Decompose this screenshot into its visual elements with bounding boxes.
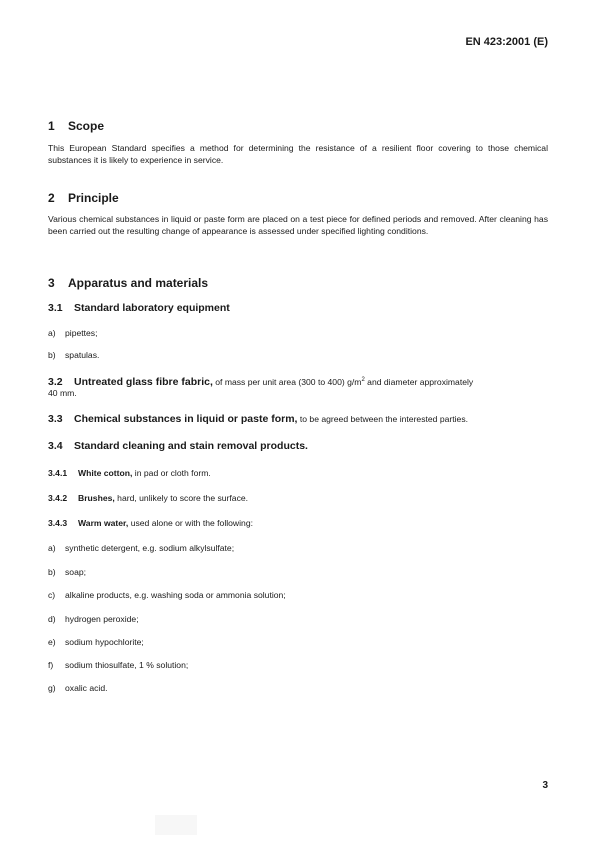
document-id-header: EN 423:2001 (E)	[465, 36, 548, 48]
list-item	[48, 567, 86, 577]
subsection-title: Standard cleaning and stain removal products.	[74, 440, 308, 452]
subsection-3-2-paragraph	[48, 375, 558, 400]
clause-number: 3.4.3	[48, 518, 68, 528]
section-title: Apparatus and materials	[68, 276, 209, 290]
subsection-text: and diameter approximately	[364, 376, 474, 387]
list-text: oxalic acid.	[65, 683, 108, 693]
list-marker: a)	[48, 543, 56, 553]
list-marker: b)	[48, 350, 56, 360]
clause-3-4-1	[48, 468, 211, 480]
subsection-3-4-heading	[48, 440, 308, 452]
list-text: synthetic detergent, e.g. sodium alkylsulfate;	[65, 543, 235, 553]
section-title: Scope	[68, 119, 105, 133]
section-2-text: Various chemical substances in liquid or paste form are placed on a test piece for defined periods and removed. After cleaning has been carried out the resulting change of appearance is assessed under specified lighting conditions.	[48, 214, 548, 236]
watermark-box	[155, 815, 197, 835]
list-item	[48, 660, 188, 670]
subsection-lead: Chemical substances in liquid or paste form,	[74, 413, 298, 425]
subsection-lead: Untreated glass fibre fabric,	[74, 375, 213, 388]
list-text: sodium hypochlorite;	[65, 637, 144, 647]
section-title: Principle	[68, 191, 119, 205]
clause-number: 3.4.1	[48, 468, 68, 478]
subsection-number: 3.1	[48, 302, 63, 314]
clause-text: used alone or with the following:	[128, 518, 253, 528]
clause-number: 3.4.2	[48, 493, 68, 503]
section-2-heading	[48, 191, 119, 205]
list-item	[48, 637, 144, 647]
section-number: 2	[48, 191, 55, 205]
subsection-3-3-paragraph	[48, 414, 558, 426]
clause-lead: White cotton,	[78, 468, 133, 478]
subsection-3-1-heading	[48, 302, 230, 314]
subsection-number: 3.3	[48, 413, 63, 425]
clause-3-4-2	[48, 493, 248, 505]
superscript: 2	[361, 377, 365, 383]
list-marker: a)	[48, 328, 56, 338]
section-1-text: This European Standard specifies a method for determining the resistance of a resilient floor covering to those chemical substances it is likely to experience in service.	[48, 143, 548, 165]
list-text: soap;	[65, 567, 87, 577]
clause-lead: Warm water,	[78, 518, 129, 528]
list-text: spatulas.	[65, 350, 100, 360]
subsection-text: 40 mm.	[48, 388, 77, 399]
subsection-number: 3.2	[48, 375, 63, 388]
list-marker: f)	[48, 660, 54, 670]
section-3-heading	[48, 276, 208, 290]
list-item	[48, 683, 108, 693]
clause-lead: Brushes,	[78, 493, 115, 503]
list-item	[48, 543, 234, 553]
subsection-text: to be agreed between the interested parties.	[297, 414, 469, 424]
list-marker: b)	[48, 567, 56, 577]
clause-text: hard, unlikely to score the surface.	[114, 493, 249, 503]
list-item	[48, 350, 99, 360]
list-text: hydrogen peroxide;	[65, 614, 139, 624]
list-marker: e)	[48, 637, 56, 647]
list-marker: c)	[48, 590, 56, 600]
page-number: 3	[542, 780, 548, 791]
section-number: 1	[48, 119, 55, 133]
list-text: sodium thiosulfate, 1 % solution;	[65, 660, 189, 670]
clause-text: in pad or cloth form.	[132, 468, 211, 478]
list-text: alkaline products, e.g. washing soda or ammonia solution;	[65, 590, 286, 600]
list-marker: g)	[48, 683, 56, 693]
list-item	[48, 614, 139, 624]
section-1-heading	[48, 119, 104, 133]
subsection-text: of mass per unit area (300 to 400) g/m	[212, 376, 362, 387]
subsection-number: 3.4	[48, 440, 63, 452]
clause-3-4-3	[48, 518, 253, 530]
section-number: 3	[48, 276, 55, 290]
list-item	[48, 328, 98, 338]
list-item	[48, 590, 286, 600]
subsection-title: Standard laboratory equipment	[74, 302, 230, 314]
list-text: pipettes;	[65, 328, 98, 338]
list-marker: d)	[48, 614, 56, 624]
